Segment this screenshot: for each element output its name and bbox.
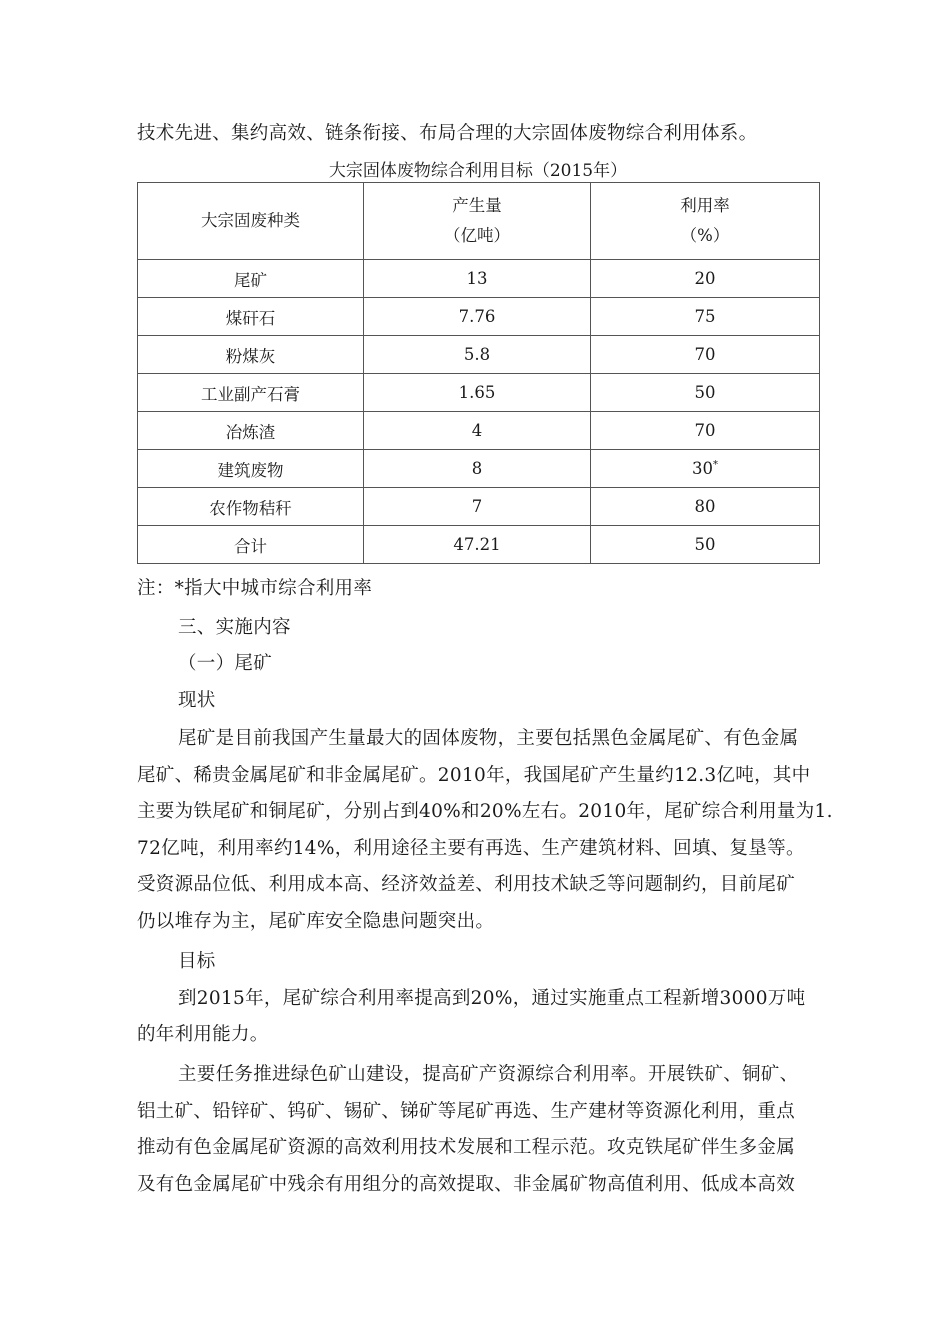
- rate-value: 70: [694, 421, 716, 440]
- table-header-row: [138, 183, 820, 260]
- task-body-line: 铝土矿、铅锌矿、钨矿、锡矿、锑矿等尾矿再选、生产建材等资源化利用，重点: [137, 1101, 796, 1122]
- cell-amount: 13: [364, 260, 591, 298]
- cell-type: 工业副产石膏: [138, 374, 364, 412]
- cell-amount: 4: [364, 412, 591, 450]
- cell-rate: [591, 374, 820, 412]
- table-row: [138, 488, 820, 526]
- header-rate-unit: （%）: [680, 226, 730, 245]
- subsection-heading: （一）尾矿: [178, 653, 273, 674]
- cell-type: 煤矸石: [138, 298, 364, 336]
- intro-tail-line: 技术先进、集约高效、链条衔接、布局合理的大宗固体废物综合利用体系。: [137, 123, 758, 144]
- status-body-line: 主要为铁尾矿和铜尾矿，分别占到40%和20%左右。2010年，尾矿综合利用量为1.: [137, 801, 833, 822]
- rate-value: 50: [694, 535, 716, 554]
- cell-rate: [591, 488, 820, 526]
- cell-rate: [591, 526, 820, 564]
- table-row: [138, 298, 820, 336]
- rate-value: 50: [694, 383, 716, 402]
- rate-value: 20: [694, 269, 716, 288]
- cell-rate: [591, 298, 820, 336]
- target-body-line: 的年利用能力。: [137, 1024, 269, 1045]
- table-row: [138, 336, 820, 374]
- rate-value: 30: [692, 459, 713, 478]
- cell-rate: [591, 450, 820, 488]
- cell-rate: [591, 336, 820, 374]
- cell-rate: [591, 260, 820, 298]
- cell-amount: 7.76: [364, 298, 591, 336]
- task-body-line: 主要任务推进绿色矿山建设，提高矿产资源综合利用率。开展铁矿、铜矿、: [178, 1064, 799, 1085]
- cell-type: 尾矿: [138, 260, 364, 298]
- header-rate-label: 利用率: [680, 196, 730, 215]
- status-body-line: 72亿吨，利用率约14%，利用途径主要有再选、生产建筑材料、回填、复垦等。: [137, 838, 805, 859]
- cell-type: 冶炼渣: [138, 412, 364, 450]
- header-type: [138, 183, 364, 260]
- target-heading: 目标: [178, 951, 216, 972]
- cell-amount: 47.21: [364, 526, 591, 564]
- table-row: [138, 412, 820, 450]
- rate-mark: *: [713, 459, 718, 471]
- table-row: [138, 260, 820, 298]
- status-body-line: 尾矿是目前我国产生量最大的固体废物，主要包括黑色金属尾矿、有色金属: [178, 728, 799, 749]
- target-body-line: 到2015年，尾矿综合利用率提高到20%，通过实施重点工程新增3000万吨: [178, 988, 806, 1009]
- table-caption: 大宗固体废物综合利用目标（2015年）: [328, 161, 628, 181]
- status-body-line: 受资源品位低、利用成本高、经济效益差、利用技术缺乏等问题制约，目前尾矿: [137, 874, 796, 895]
- cell-amount: 5.8: [364, 336, 591, 374]
- rate-value: 80: [694, 497, 716, 516]
- cell-amount: 8: [364, 450, 591, 488]
- status-body-line: 仍以堆存为主，尾矿库安全隐患问题突出。: [137, 911, 495, 932]
- table-row-total: [138, 526, 820, 564]
- cell-type: 粉煤灰: [138, 336, 364, 374]
- cell-type: 建筑废物: [138, 450, 364, 488]
- header-amount: [364, 183, 591, 260]
- status-heading: 现状: [178, 690, 216, 711]
- header-type-label: 大宗固废种类: [201, 211, 300, 230]
- rate-value: 70: [694, 345, 716, 364]
- solid-waste-target-table: [137, 182, 820, 564]
- cell-type: 合计: [138, 526, 364, 564]
- header-rate: [591, 183, 820, 260]
- table-note: 注：*指大中城市综合利用率: [137, 578, 373, 599]
- task-body-line: 及有色金属尾矿中残余有用组分的高效提取、非金属矿物高值利用、低成本高效: [137, 1174, 796, 1195]
- section-heading: 三、实施内容: [178, 617, 291, 638]
- rate-value: 75: [694, 307, 716, 326]
- status-body-line: 尾矿、稀贵金属尾矿和非金属尾矿。2010年，我国尾矿产生量约12.3亿吨，其中: [137, 765, 811, 786]
- cell-type: 农作物秸秆: [138, 488, 364, 526]
- header-amount-unit: （亿吨）: [444, 226, 510, 245]
- cell-rate: [591, 412, 820, 450]
- table-row: [138, 450, 820, 488]
- header-amount-label: 产生量: [452, 196, 502, 215]
- task-body-line: 推动有色金属尾矿资源的高效利用技术发展和工程示范。攻克铁尾矿伴生多金属: [137, 1137, 796, 1158]
- cell-amount: 1.65: [364, 374, 591, 412]
- cell-amount: 7: [364, 488, 591, 526]
- table-row: [138, 374, 820, 412]
